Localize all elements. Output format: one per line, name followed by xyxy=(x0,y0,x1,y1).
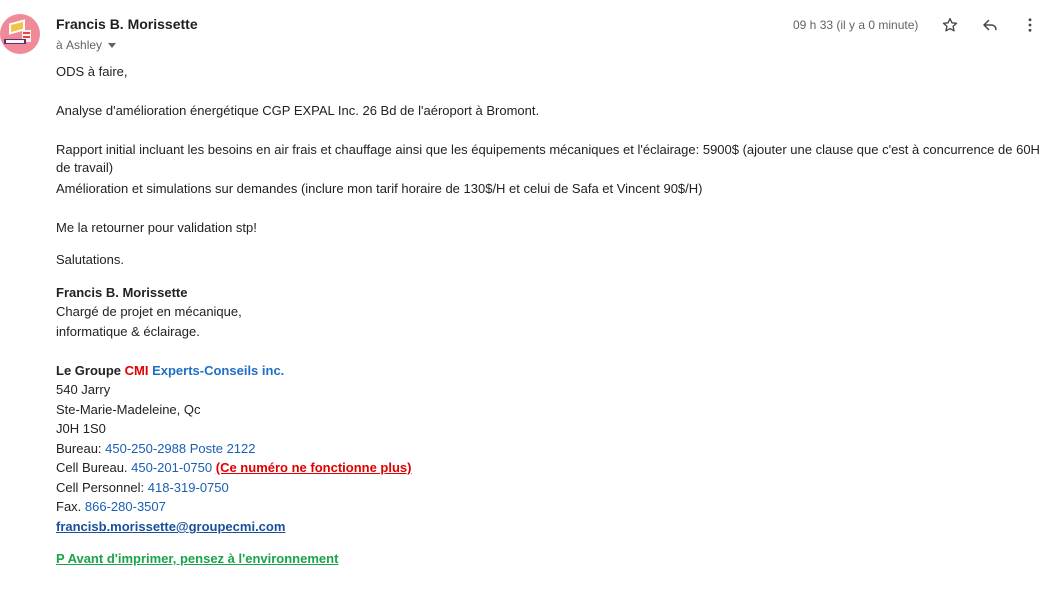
cell-personal-label: Cell Personnel: xyxy=(56,480,148,495)
bureau-phone-line xyxy=(56,440,256,458)
fax-line xyxy=(56,498,166,516)
cell-bureau-note: (Ce numéro ne fonctionne plus) xyxy=(215,460,412,475)
company-cmi: CMI xyxy=(124,363,149,378)
avatar-illustration xyxy=(0,14,40,54)
bureau-label: Bureau: xyxy=(56,441,106,456)
email-line xyxy=(56,518,285,536)
message-timestamp: 09 h 33 (il y a 0 minute) xyxy=(793,18,919,32)
reply-icon[interactable] xyxy=(978,13,1002,37)
request-line: Me la retourner pour validation stp! xyxy=(56,220,257,235)
report-line: Rapport initial incluant les besoins en air frais et chauffage ainsi que les équipements mécaniques et l'éclairage: 5900$ (ajouter une clause que c'est à concurrence de 60H de travail) xyxy=(56,142,1040,175)
fax-label: Fax. xyxy=(56,499,85,514)
recipient-prefix: à xyxy=(56,38,63,52)
recipient-details-dropdown[interactable] xyxy=(108,43,116,48)
more-vert-icon[interactable] xyxy=(1018,13,1042,37)
company-name xyxy=(56,362,284,380)
company-suffix: Experts-Conseils inc. xyxy=(148,363,285,378)
environment-line xyxy=(56,550,338,568)
bureau-phone-link[interactable]: 450-250-2988 Poste 2122 xyxy=(105,441,256,456)
greeting: ODS à faire, xyxy=(56,64,128,79)
salutation: Salutations. xyxy=(56,252,124,267)
cell-personal-line xyxy=(56,479,229,497)
address-postal: J0H 1S0 xyxy=(56,421,106,436)
cell-bureau-label: Cell Bureau. xyxy=(56,460,132,475)
address-street: 540 Jarry xyxy=(56,382,111,397)
address-city: Ste-Marie-Madeleine, Qc xyxy=(56,402,201,417)
recipient-line xyxy=(56,38,116,52)
signature-title-1: Chargé de projet en mécanique, xyxy=(56,304,242,319)
cell-bureau-phone-link[interactable]: 450-201-0750 xyxy=(131,460,213,475)
signature-title-2: informatique & éclairage. xyxy=(56,324,200,339)
cell-bureau-line xyxy=(56,459,411,477)
star-icon[interactable] xyxy=(938,13,962,37)
fax-number-link[interactable]: 866-280-3507 xyxy=(84,499,166,514)
recipient-name: Ashley xyxy=(66,38,103,52)
cell-personal-phone-link[interactable]: 418-319-0750 xyxy=(147,480,229,495)
environment-note: P Avant d'imprimer, pensez à l'environnement xyxy=(56,551,339,566)
sender-name[interactable]: Francis B. Morissette xyxy=(56,16,198,32)
signature-name: Francis B. Morissette xyxy=(56,285,188,300)
email-link[interactable]: francisb.morissette@groupecmi.com xyxy=(56,519,286,534)
avatar[interactable] xyxy=(0,14,40,54)
company-prefix: Le Groupe xyxy=(56,363,125,378)
improvement-line: Amélioration et simulations sur demandes (inclure mon tarif horaire de 130$/H et celui de Safa et Vincent 90$/H) xyxy=(56,181,703,196)
analysis-line: Analyse d'amélioration énergétique CGP EXPAL Inc. 26 Bd de l'aéroport à Bromont. xyxy=(56,103,540,118)
